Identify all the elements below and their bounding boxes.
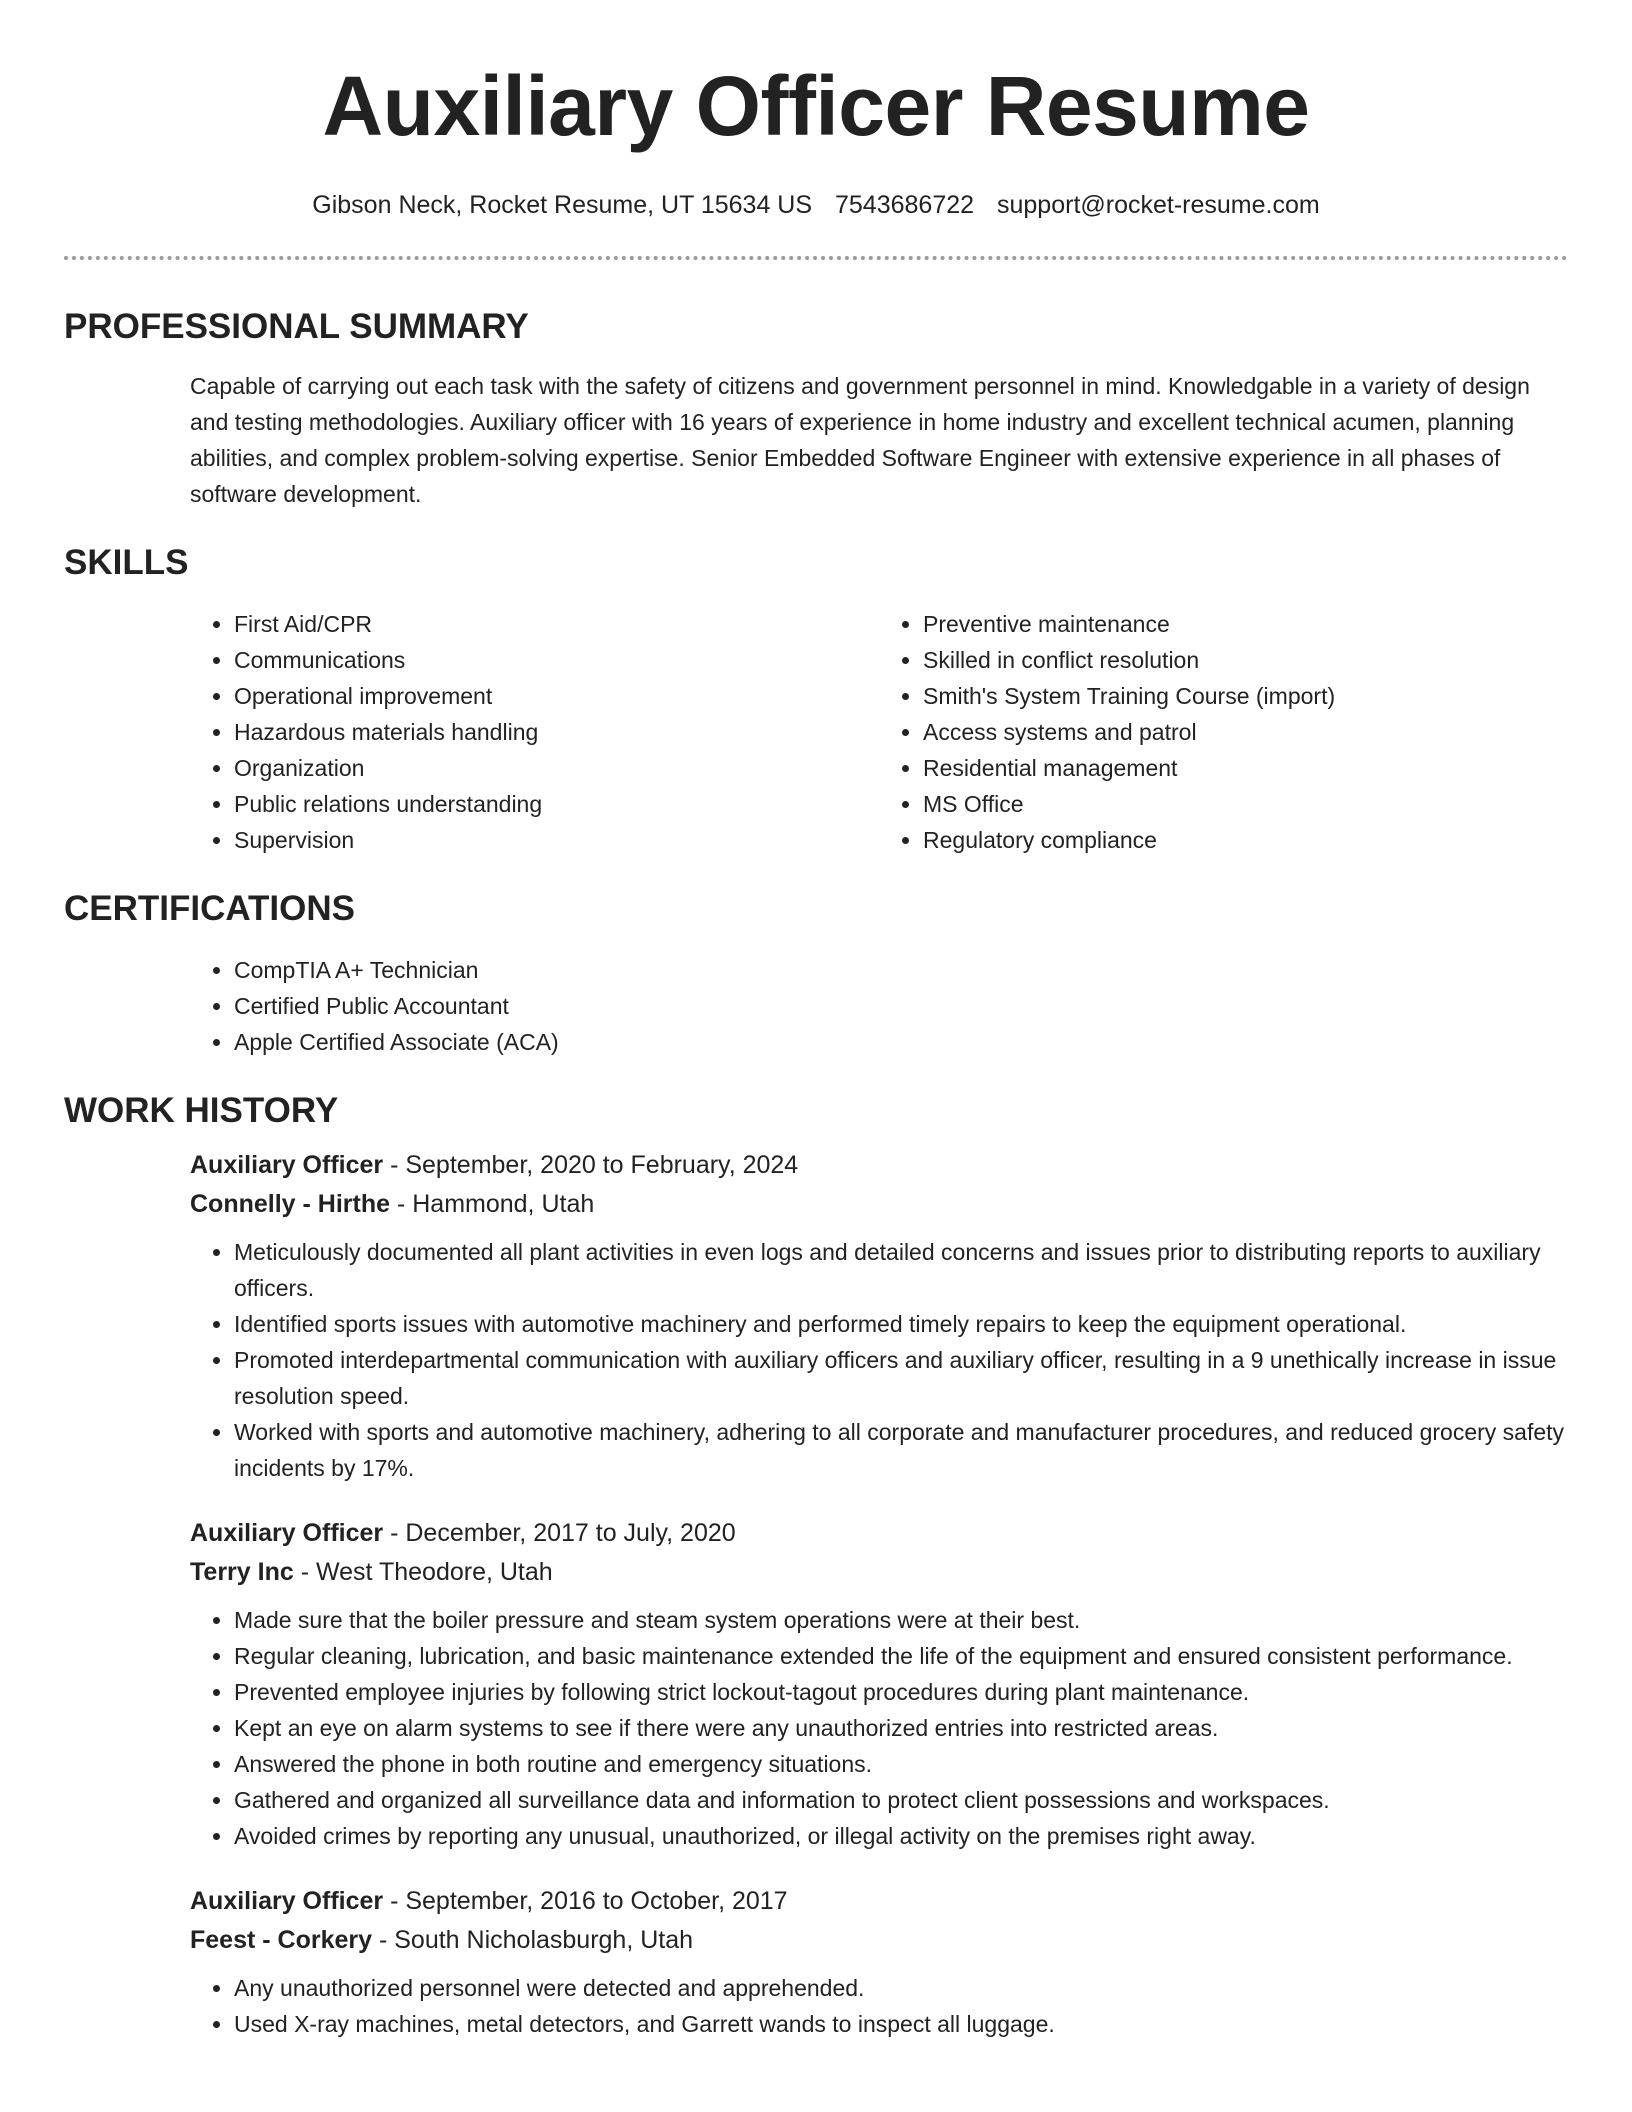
job-company: Feest - Corkery bbox=[190, 1926, 373, 1954]
certifications-section bbox=[64, 886, 1568, 1060]
job-title-line bbox=[190, 1146, 1568, 1185]
job-bullet: • Regular cleaning, lubrication, and basic maintenance extended the life of the equipment and ensured consistent performance. bbox=[234, 1638, 1568, 1674]
job-title: Auxiliary Officer bbox=[190, 1887, 384, 1915]
summary-text: Capable of carrying out each task with the safety of citizens and government personnel in mind. Knowledgable in a variety of design and testing methodologies. Auxiliary officer with 16 years of experience in home industry and excellent technical acumen, planning abilities, and complex problem-solving expertise. Senior Embedded Software Engineer with extensive experience in all phases of software development. bbox=[190, 373, 1530, 507]
job-entry bbox=[190, 1146, 1568, 1486]
job-bullet: • Worked with sports and automotive machinery, adhering to all corporate and manufacturer procedures, and reduced grocery safety incidents by 17%. bbox=[234, 1414, 1568, 1486]
certification-item: • Certified Public Accountant bbox=[234, 988, 1568, 1024]
skill-item: • Smith's System Training Course (import) bbox=[923, 678, 1568, 714]
skill-item: • MS Office bbox=[923, 786, 1568, 822]
job-location: - West Theodore, Utah bbox=[293, 1558, 553, 1586]
job-entry bbox=[190, 1514, 1568, 1854]
skill-item: • Operational improvement bbox=[234, 678, 879, 714]
certifications-list bbox=[190, 952, 1568, 1060]
job-dates: - December, 2017 to July, 2020 bbox=[383, 1519, 736, 1547]
job-company: Terry Inc bbox=[190, 1558, 294, 1586]
skills-list-left bbox=[190, 606, 879, 858]
job-company-line bbox=[190, 1185, 1568, 1224]
certification-item: • Apple Certified Associate (ACA) bbox=[234, 1024, 1568, 1060]
summary-heading: PROFESSIONAL SUMMARY bbox=[64, 307, 529, 346]
skills-heading: SKILLS bbox=[64, 543, 189, 582]
skill-item: • Preventive maintenance bbox=[923, 606, 1568, 642]
certification-item: • CompTIA A+ Technician bbox=[234, 952, 1568, 988]
job-bullets bbox=[190, 1602, 1568, 1854]
page-title: Auxiliary Officer Resume bbox=[322, 59, 1310, 153]
job-bullets bbox=[190, 1234, 1568, 1486]
job-bullet: • Prevented employee injuries by following strict lockout-tagout procedures during plant maintenance. bbox=[234, 1674, 1568, 1710]
skills-section bbox=[64, 540, 1568, 858]
skill-item: • Hazardous materials handling bbox=[234, 714, 879, 750]
job-bullet: • Gathered and organized all surveillance data and information to protect client possessions and workspaces. bbox=[234, 1782, 1568, 1818]
job-dates: - September, 2016 to October, 2017 bbox=[383, 1887, 788, 1915]
skill-item: • Communications bbox=[234, 642, 879, 678]
contact-email: support@rocket-resume.com bbox=[997, 191, 1320, 219]
work-section bbox=[64, 1088, 1568, 2042]
contact-line bbox=[64, 188, 1568, 222]
job-bullet: • Promoted interdepartmental communication with auxiliary officers and auxiliary officer, resulting in a 9 unethically increase in issue resolution speed. bbox=[234, 1342, 1568, 1414]
job-bullet: • Made sure that the boiler pressure and steam system operations were at their best. bbox=[234, 1602, 1568, 1638]
job-location: - Hammond, Utah bbox=[390, 1190, 595, 1218]
skill-item: • Public relations understanding bbox=[234, 786, 879, 822]
job-company: Connelly - Hirthe bbox=[190, 1190, 391, 1218]
job-bullet: • Used X-ray machines, metal detectors, and Garrett wands to inspect all luggage. bbox=[234, 2006, 1568, 2042]
job-location: - South Nicholasburgh, Utah bbox=[372, 1926, 694, 1954]
contact-phone: 7543686722 bbox=[835, 191, 975, 219]
job-title: Auxiliary Officer bbox=[190, 1151, 384, 1179]
skill-item: • Access systems and patrol bbox=[923, 714, 1568, 750]
job-company-line bbox=[190, 1553, 1568, 1592]
job-bullet: • Answered the phone in both routine and emergency situations. bbox=[234, 1746, 1568, 1782]
skill-item: • Skilled in conflict resolution bbox=[923, 642, 1568, 678]
job-bullet: • Identified sports issues with automotive machinery and performed timely repairs to keep the equipment operational. bbox=[234, 1306, 1568, 1342]
job-title: Auxiliary Officer bbox=[190, 1519, 384, 1547]
skills-columns bbox=[190, 606, 1568, 858]
contact-address: Gibson Neck, Rocket Resume, UT 15634 US bbox=[312, 191, 813, 219]
work-heading: WORK HISTORY bbox=[64, 1091, 339, 1130]
job-entry bbox=[190, 1882, 1568, 2042]
header-divider bbox=[64, 256, 1568, 260]
skill-item: • Regulatory compliance bbox=[923, 822, 1568, 858]
job-bullet: • Any unauthorized personnel were detected and apprehended. bbox=[234, 1970, 1568, 2006]
job-bullets bbox=[190, 1970, 1568, 2042]
job-title-line bbox=[190, 1882, 1568, 1921]
skill-item: • Organization bbox=[234, 750, 879, 786]
skill-item: • Supervision bbox=[234, 822, 879, 858]
certifications-heading: CERTIFICATIONS bbox=[64, 889, 356, 928]
job-bullet: • Meticulously documented all plant activities in even logs and detailed concerns and issues prior to distributing reports to auxiliary officers. bbox=[234, 1234, 1568, 1306]
summary-section bbox=[64, 304, 1568, 512]
job-title-line bbox=[190, 1514, 1568, 1553]
job-company-line bbox=[190, 1921, 1568, 1960]
skill-item: • First Aid/CPR bbox=[234, 606, 879, 642]
skill-item: • Residential management bbox=[923, 750, 1568, 786]
job-dates: - September, 2020 to February, 2024 bbox=[383, 1151, 799, 1179]
job-bullet: • Avoided crimes by reporting any unusual, unauthorized, or illegal activity on the premises right away. bbox=[234, 1818, 1568, 1854]
job-bullet: • Kept an eye on alarm systems to see if there were any unauthorized entries into restricted areas. bbox=[234, 1710, 1568, 1746]
skills-list-right bbox=[879, 606, 1568, 858]
